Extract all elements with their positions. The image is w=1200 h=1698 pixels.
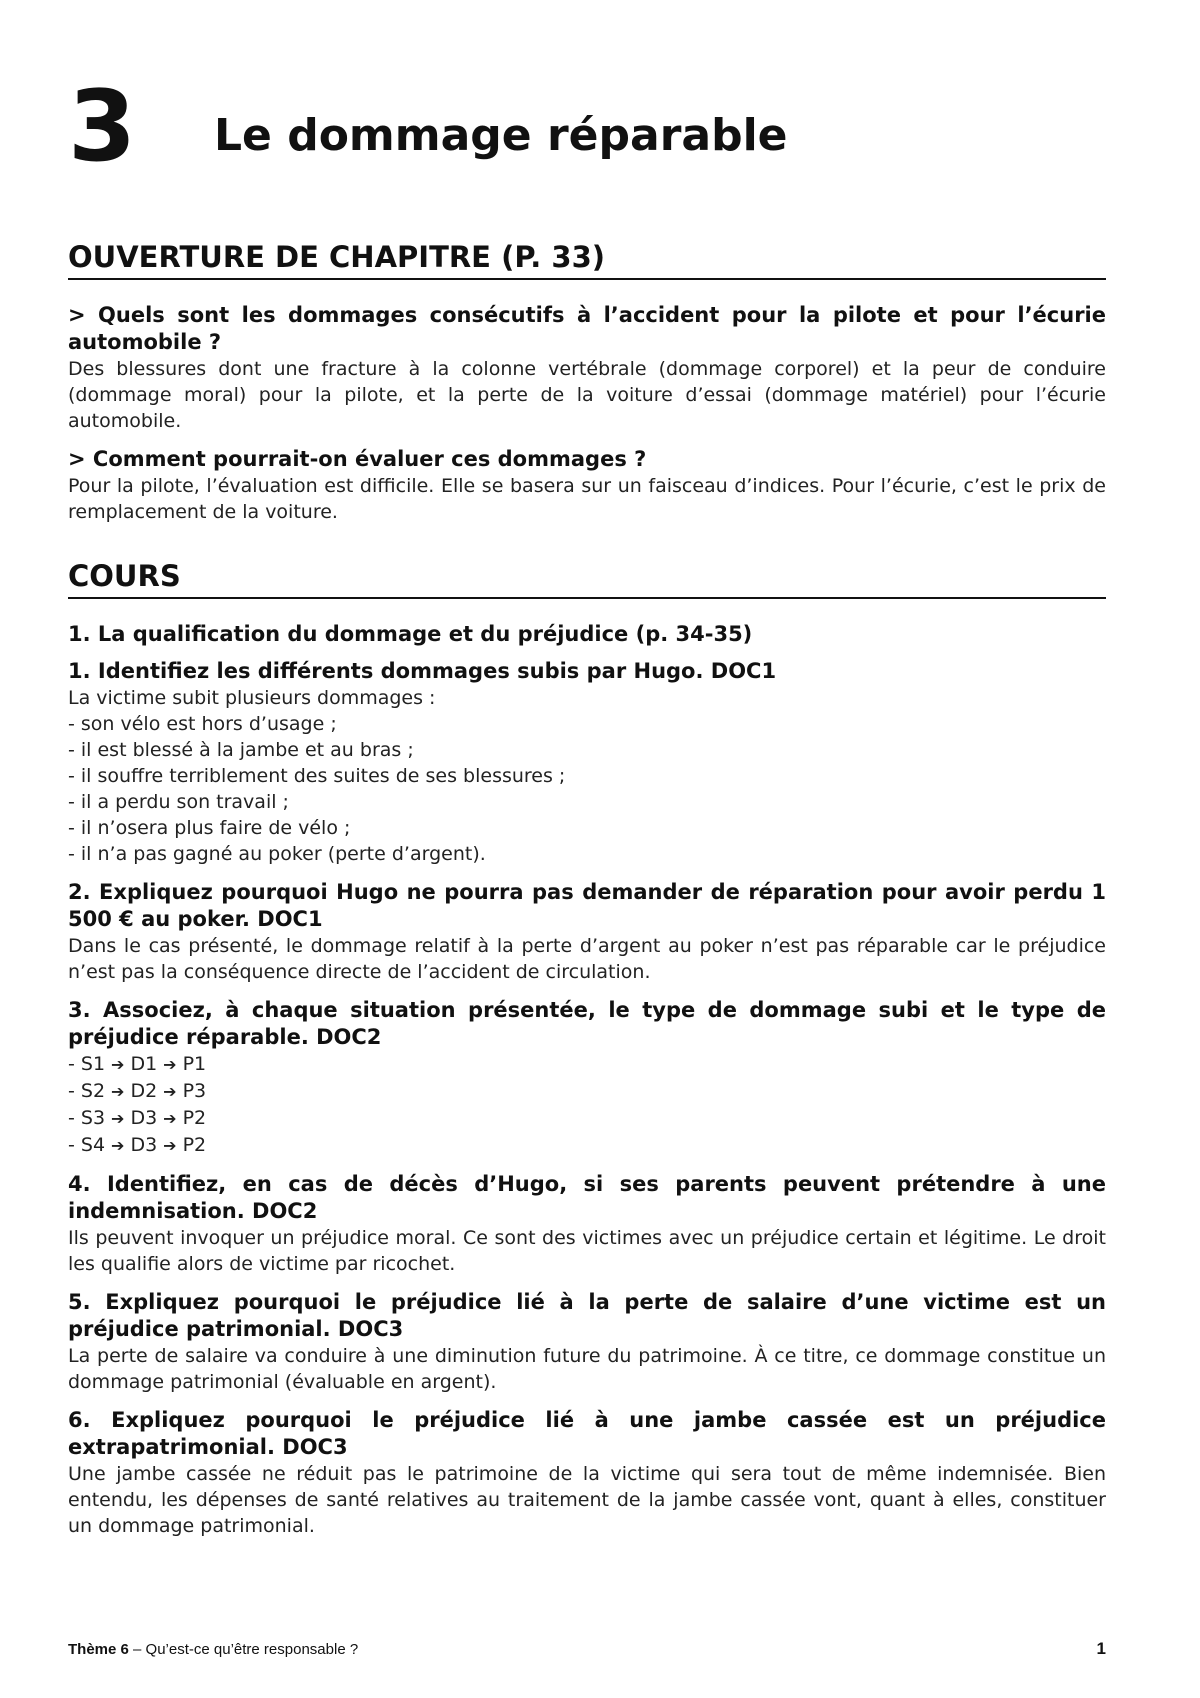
page-content [68, 240, 1106, 1539]
qa-cours-1 [68, 658, 1106, 867]
arrow-right-icon: ➔ [163, 1081, 177, 1101]
cours-subtitle: 1. La qualification du dommage et du préjudice (p. 34-35) [68, 621, 753, 646]
list-item [68, 1051, 1106, 1078]
qa-ouverture-1 [68, 302, 1106, 434]
prejudice: P1 [182, 1052, 207, 1075]
page-footer [68, 1641, 1106, 1658]
section-title-ouverture: OUVERTURE DE CHAPITRE (P. 33) [68, 240, 1106, 280]
question: > Comment pourrait-on évaluer ces dommages ? [68, 446, 647, 471]
answer: Pour la pilote, l’évaluation est difficile. Elle se basera sur un faisceau d’indices. Pour l’écurie, c’est le prix de remplacement de la voiture. [68, 474, 1106, 523]
list-item [68, 1105, 1106, 1132]
document-page [68, 0, 1106, 1698]
arrow-right-icon: ➔ [163, 1108, 177, 1128]
damage: D2 [130, 1079, 158, 1102]
question: 6. Expliquez pourquoi le préjudice lié à une jambe cassée est un préjudice extrapatrimonial. DOC3 [68, 1407, 1106, 1459]
answer: Une jambe cassée ne réduit pas le patrimoine de la victime qui sera tout de même indemnisée. Bien entendu, les dépenses de santé relatives au traitement de la jambe cassée vont, quant à elles, constituer un dommage patrimonial. [68, 1462, 1106, 1537]
prejudice: P2 [182, 1106, 207, 1129]
footer-subtitle: Qu’est-ce qu’être responsable ? [145, 1641, 359, 1658]
footer-separator: – [128, 1641, 146, 1658]
arrow-right-icon: ➔ [163, 1054, 177, 1074]
footer-theme: Thème 6 [68, 1641, 129, 1658]
answer-intro: La victime subit plusieurs dommages : [68, 686, 436, 709]
list-item [68, 1132, 1106, 1159]
page-number: 1 [1096, 1639, 1106, 1658]
question: 1. Identifiez les différents dommages subis par Hugo. DOC1 [68, 658, 777, 683]
arrow-right-icon: ➔ [111, 1081, 125, 1101]
question: 4. Identifiez, en cas de décès d’Hugo, si ses parents peuvent prétendre à une indemnisation. DOC2 [68, 1171, 1106, 1223]
situation: - S2 [68, 1079, 106, 1102]
qa-cours-3 [68, 997, 1106, 1159]
situation: - S1 [68, 1052, 106, 1075]
qa-cours-2 [68, 879, 1106, 985]
situation: - S4 [68, 1133, 106, 1156]
damage: D1 [130, 1052, 158, 1075]
list-item: - il n’a pas gagné au poker (perte d’argent). [68, 842, 486, 865]
damage-list [68, 711, 1106, 867]
prejudice: P3 [182, 1079, 207, 1102]
answer: Des blessures dont une fracture à la colonne vertébrale (dommage corporel) et la peur de conduire (dommage moral) pour la pilote, et la perte de la voiture d’essai (dommage matériel) pour l’écurie automobile. [68, 357, 1106, 432]
chapter-title: Le dommage réparable [214, 110, 788, 161]
list-item: - son vélo est hors d’usage ; [68, 712, 337, 735]
chapter-header [68, 70, 1106, 188]
question: > Quels sont les dommages consécutifs à l’accident pour la pilote et pour l’écurie automobile ? [68, 302, 1106, 354]
damage: D3 [130, 1133, 158, 1156]
answer: Dans le cas présenté, le dommage relatif à la perte d’argent au poker n’est pas réparable car le préjudice n’est pas la conséquence directe de l’accident de circulation. [68, 934, 1106, 983]
question: 5. Expliquez pourquoi le préjudice lié à la perte de salaire d’une victime est un préjudice patrimonial. DOC3 [68, 1289, 1106, 1341]
qa-cours-6 [68, 1407, 1106, 1539]
list-item: - il souffre terriblement des suites de ses blessures ; [68, 764, 566, 787]
list-item [68, 1078, 1106, 1105]
arrow-right-icon: ➔ [111, 1054, 125, 1074]
qa-ouverture-2 [68, 446, 1106, 525]
section-title-cours: COURS [68, 559, 1106, 599]
question: 3. Associez, à chaque situation présentée, le type de dommage subi et le type de préjudice réparable. DOC2 [68, 997, 1106, 1049]
qa-cours-5 [68, 1289, 1106, 1395]
arrow-right-icon: ➔ [163, 1135, 177, 1155]
situation: - S3 [68, 1106, 106, 1129]
list-item: - il a perdu son travail ; [68, 790, 289, 813]
arrow-right-icon: ➔ [111, 1108, 125, 1128]
answer: La perte de salaire va conduire à une diminution future du patrimoine. À ce titre, ce dommage constitue un dommage patrimonial (évaluable en argent). [68, 1344, 1106, 1393]
question: 2. Expliquez pourquoi Hugo ne pourra pas demander de réparation pour avoir perdu 1 500 € au poker. DOC1 [68, 879, 1106, 931]
association-list [68, 1051, 1106, 1159]
answer: Ils peuvent invoquer un préjudice moral. Ce sont des victimes avec un préjudice certain et légitime. Le droit les qualifie alors de victime par ricochet. [68, 1226, 1106, 1275]
list-item: - il n’osera plus faire de vélo ; [68, 816, 351, 839]
qa-cours-4 [68, 1171, 1106, 1277]
chapter-number: 3 [68, 70, 137, 184]
prejudice: P2 [182, 1133, 207, 1156]
damage: D3 [130, 1106, 158, 1129]
arrow-right-icon: ➔ [111, 1135, 125, 1155]
list-item: - il est blessé à la jambe et au bras ; [68, 738, 414, 761]
